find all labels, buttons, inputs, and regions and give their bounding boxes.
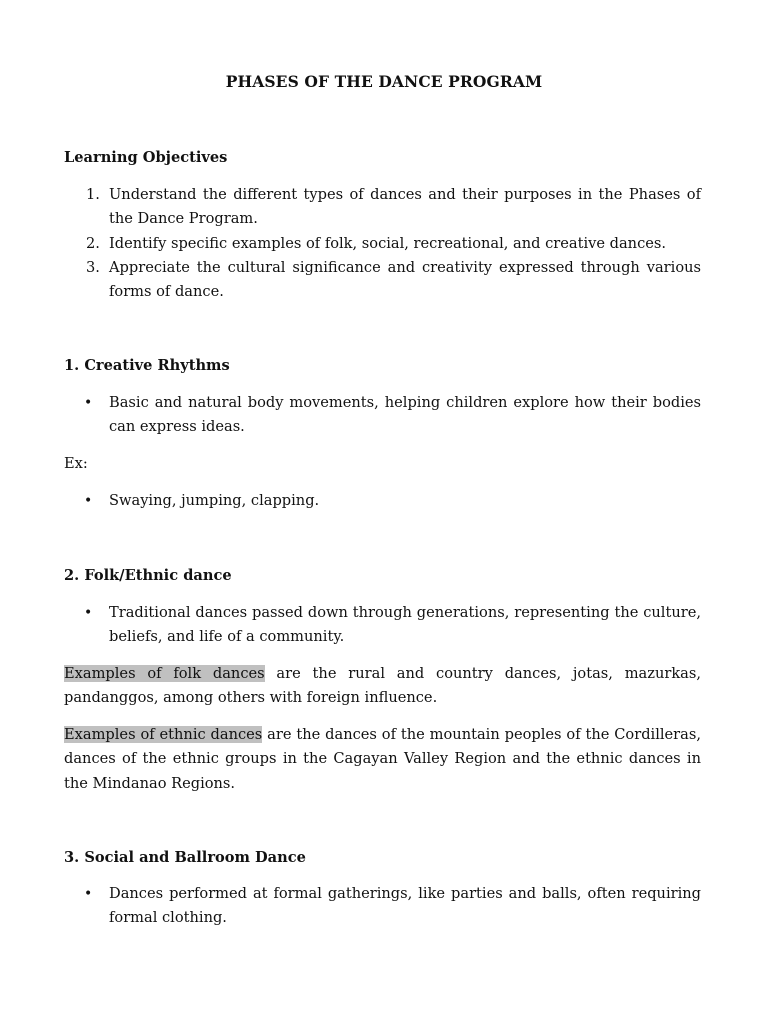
highlighted-phrase: Examples of folk dances <box>64 665 265 682</box>
example-label: Ex: <box>64 455 88 472</box>
objective-number: 2. <box>86 234 100 252</box>
highlighted-phrase: Examples of ethnic dances <box>64 726 263 743</box>
ethnic-dance-examples-paragraph <box>64 723 701 796</box>
section-heading-folk-ethnic: 2. Folk/Ethnic dance <box>64 567 232 584</box>
list-item <box>64 882 701 931</box>
section-2-bullets <box>64 601 701 650</box>
bullet-text: Swaying, jumping, clapping. <box>109 492 320 509</box>
list-item <box>64 489 701 513</box>
document-title: PHASES OF THE DANCE PROGRAM <box>225 72 543 91</box>
objective-text: Identify specific examples of folk, social, recreational, and creative dances. <box>109 234 667 252</box>
paragraph-text: are the dances of the mountain peoples of the Cordilleras, dances of the ethnic groups in the Cagayan Valley Region and the ethnic dances in the Mindanao Regions. <box>64 726 701 792</box>
objective-item-1 <box>64 183 701 232</box>
bullet-icon: • <box>84 886 93 902</box>
objective-item-3 <box>64 256 701 305</box>
section-3-bullets <box>64 882 701 931</box>
bullet-text: Dances performed at formal gatherings, like parties and balls, often requiring formal clothing. <box>109 885 701 927</box>
section-heading-social-ballroom: 3. Social and Ballroom Dance <box>64 849 306 866</box>
objectives-list <box>64 183 701 304</box>
bullet-icon: • <box>84 493 93 509</box>
list-item <box>64 601 701 650</box>
bullet-text: Traditional dances passed down through generations, representing the culture, beliefs, and life of a community. <box>109 604 701 646</box>
objective-text: Understand the different types of dances and their purposes in the Phases of the Dance Program. <box>109 186 701 228</box>
folk-dance-examples-paragraph <box>64 662 701 711</box>
paragraph-text: are the rural and country dances, jotas, mazurkas, pandanggos, among others with foreign influence. <box>64 665 701 707</box>
objective-number: 1. <box>86 186 100 203</box>
section-1-examples <box>64 489 701 513</box>
objectives-heading: Learning Objectives <box>64 149 228 166</box>
bullet-icon: • <box>84 605 93 621</box>
section-1-bullets <box>64 391 701 440</box>
bullet-icon: • <box>84 395 93 411</box>
list-item <box>64 391 701 440</box>
objective-item-2 <box>64 232 701 256</box>
objective-number: 3. <box>86 258 100 276</box>
objective-text: Appreciate the cultural significance and creativity expressed through various forms of dance. <box>109 258 701 301</box>
section-heading-creative-rhythms: 1. Creative Rhythms <box>64 357 230 374</box>
bullet-text: Basic and natural body movements, helping children explore how their bodies can express ideas. <box>109 394 701 436</box>
